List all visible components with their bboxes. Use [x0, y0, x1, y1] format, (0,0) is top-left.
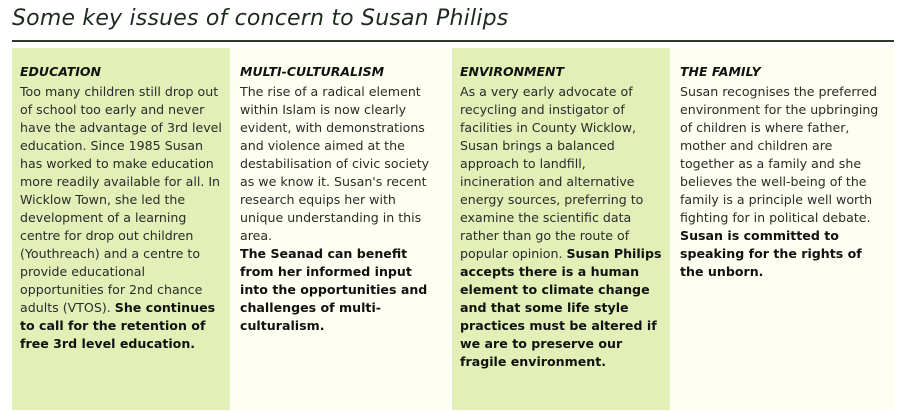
column-the-family — [672, 48, 894, 410]
column-heading-education: EDUCATION — [20, 64, 101, 79]
column-text-education — [20, 83, 222, 353]
body-text: Susan recognises the preferred environment for the upbringing of children is where father, mother and children are together as a family and she believes the well-being of the family is a principle well worth fighting for in political debate. — [680, 84, 879, 225]
column-multi-culturalism — [232, 48, 450, 410]
body-text: Too many children still drop out of school too early and never have the advantage of 3rd level education. Since 1985 Susan has worked to make education more readily available for all. In Wicklow Town, she led the development of a learning centre for drop out children (Youthreach) and a centre to provide educational opportunities for 2nd chance adults (VTOS). — [20, 84, 222, 315]
body-text: As a very early advocate of recycling and instigator of facilities in County Wicklow, Susan brings a balanced approach to landfill, incineration and alternative energy sources, preferring to examine the scientific data rather than go the route of popular opinion. — [460, 84, 644, 261]
column-text-multi-culturalism — [240, 83, 442, 335]
column-heading-the-family: THE FAMILY — [680, 64, 761, 79]
emphasis-text: The Seanad can benefit from her informed input into the opportunities and challenges of multi-culturalism. — [240, 246, 428, 333]
column-text-the-family — [680, 83, 886, 281]
column-text-environment — [460, 83, 662, 371]
emphasis-text: Susan is committed to speaking for the rights of the unborn. — [680, 228, 862, 279]
column-heading-multi-culturalism: MULTI-CULTURALISM — [240, 64, 385, 79]
column-environment — [452, 48, 670, 410]
emphasis-text: She continues to call for the retention of free 3rd level education. — [20, 300, 216, 351]
emphasis-text: Susan Philips accepts there is a human element to climate change and that some life style practices must be altered if we are to preserve our fragile environment. — [460, 246, 662, 369]
body-text: The rise of a radical element within Islam is now clearly evident, with demonstrations and violence aimed at the destabilisation of civic society as we know it. Susan's recent research equips her with unique understanding in this area. — [240, 84, 430, 243]
page-title: Some key issues of concern to Susan Philips — [12, 6, 509, 31]
column-education — [12, 48, 230, 410]
column-heading-environment: ENVIRONMENT — [460, 64, 565, 79]
title-underline — [12, 40, 894, 42]
